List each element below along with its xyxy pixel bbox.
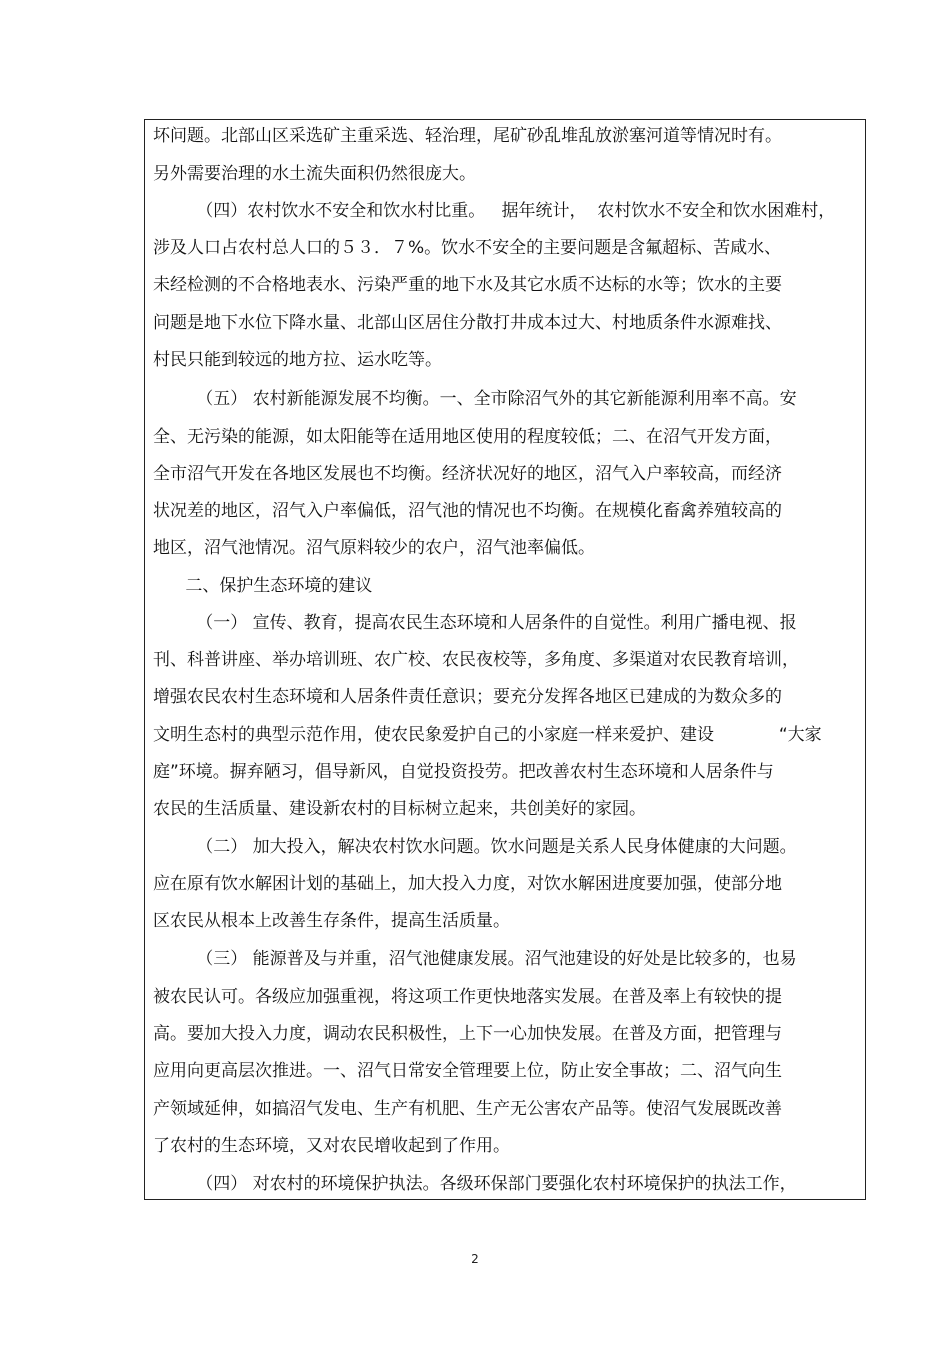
text-line: 村民只能到较远的地方拉、运水吃等。 <box>153 350 442 370</box>
text-line: 全、无污染的能源，如太阳能等在适用地区使用的程度较低；二、在沼气开发方面， <box>153 427 782 447</box>
text-line: 涉及人口占农村总人口的５３．７%。饮水不安全的主要问题是含氟超标、苦咸水、 <box>153 238 782 258</box>
text-line: （一） 宣传、教育，提高农民生态环境和人居条件的自觉性。利用广播电视、报 <box>153 613 797 633</box>
text-line: 未经检测的不合格地表水、污染严重的地下水及其它水质不达标的水等；饮水的主要 <box>153 275 782 295</box>
text-line: 文明生态村的典型示范作用，使农民象爱护自己的小家庭一样来爱护、建设 “大家 <box>153 725 822 745</box>
text-line: 刊、科普讲座、举办培训班、农广校、农民夜校等，多角度、多渠道对农民教育培训， <box>153 650 799 670</box>
text-line: （四）农村饮水不安全和饮水村比重。 据年统计， 农村饮水不安全和饮水困难村， <box>153 201 836 221</box>
text-line: 农民的生活质量、建设新农村的目标树立起来，共创美好的家园。 <box>153 799 646 819</box>
text-line: 全市沼气开发在各地区发展也不均衡。经济状况好的地区，沼气入户率较高，而经济 <box>153 464 782 484</box>
text-line: （二） 加大投入，解决农村饮水问题。饮水问题是关系人民身体健康的大问题。 <box>153 837 797 857</box>
text-line: 增强农民农村生态环境和人居条件责任意识；要充分发挥各地区已建成的为数众多的 <box>153 687 782 707</box>
text-line: （三） 能源普及与并重，沼气池健康发展。沼气池建设的好处是比较多的，也易 <box>153 949 797 969</box>
text-line: 地区，沼气池情况。沼气原料较少的农户，沼气池率偏低。 <box>153 538 595 558</box>
text-line: 了农村的生态环境，又对农民增收起到了作用。 <box>153 1136 510 1156</box>
text-line: 应用向更高层次推进。一、沼气日常安全管理要上位，防止安全事故；二、沼气向生 <box>153 1061 782 1081</box>
text-line: 区农民从根本上改善生存条件，提高生活质量。 <box>153 911 510 931</box>
text-line: 被农民认可。各级应加强重视，将这项工作更快地落实发展。在普及率上有较快的提 <box>153 987 782 1007</box>
text-line: 状况差的地区，沼气入户率偏低，沼气池的情况也不均衡。在规模化畜禽养殖较高的 <box>153 501 782 521</box>
section-heading: 二、保护生态环境的建议 <box>153 576 373 596</box>
text-line: 另外需要治理的水土流失面积仍然很庞大。 <box>153 164 476 184</box>
text-line: 高。要加大投入力度，调动农民积极性，上下一心加快发展。在普及方面，把管理与 <box>153 1024 782 1044</box>
text-line: 坏问题。北部山区采选矿主重采选、轻治理，尾矿砂乱堆乱放淤塞河道等情况时有。 <box>153 126 782 146</box>
text-line: 庭”环境。摒弃陋习，倡导新风，自觉投资投劳。把改善农村生态环境和人居条件与 <box>153 762 774 782</box>
text-line: 产领域延伸，如搞沼气发电、生产有机肥、生产无公害农产品等。使沼气发展既改善 <box>153 1099 782 1119</box>
page-number: 2 <box>471 1252 479 1266</box>
text-line: 应在原有饮水解困计划的基础上，加大投入力度，对饮水解困进度要加强，使部分地 <box>153 874 782 894</box>
text-line: （四） 对农村的环境保护执法。各级环保部门要强化农村环境保护的执法工作， <box>153 1174 797 1194</box>
text-line: 问题是地下水位下降水量、北部山区居住分散打井成本过大、村地质条件水源难找、 <box>153 313 782 333</box>
text-line: （五） 农村新能源发展不均衡。一、全市除沼气外的其它新能源利用率不高。安 <box>153 389 797 409</box>
